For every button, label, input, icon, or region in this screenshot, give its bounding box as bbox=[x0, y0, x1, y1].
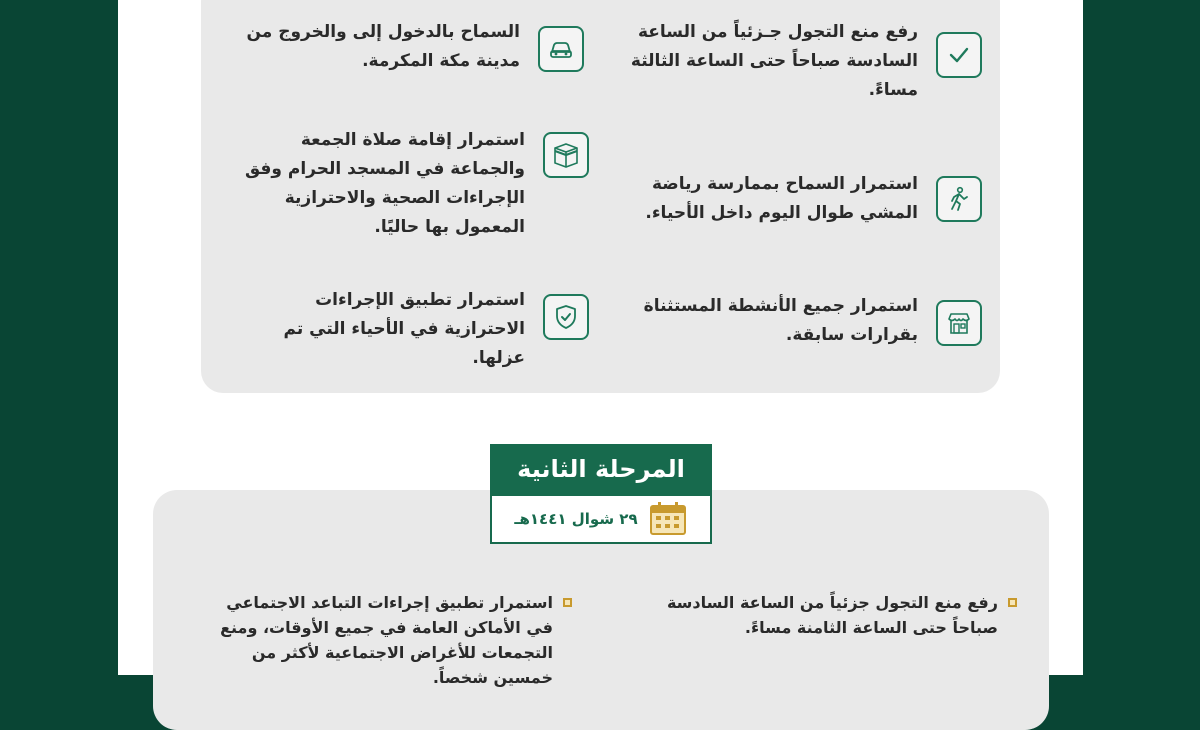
phase-two-item-text: رفع منع التجول جزئياً من الساعة السادسة صباحاً حتى الساعة الثامنة مساءً. bbox=[666, 593, 998, 637]
bullet-square-icon bbox=[563, 598, 572, 607]
infographic-page bbox=[118, 0, 1083, 687]
phase-one-item-text: استمرار جميع الأنشطة المستثناة بقرارات سابقة. bbox=[643, 296, 918, 345]
phase-one-item bbox=[628, 292, 982, 350]
phase-two-item-text: استمرار تطبيق إجراءات التباعد الاجتماعي في الأماكن العامة في جميع الأوقات، ومنع التجمعات للأغراض الاجتماعية لأكثر من خمسين شخصاً. bbox=[220, 593, 553, 687]
phase-one-item bbox=[230, 126, 589, 242]
calendar-icon bbox=[648, 501, 688, 537]
phase-two-item bbox=[198, 590, 572, 690]
phase-two-date: ٢٩ شوال ١٤٤١هـ bbox=[514, 510, 638, 528]
phase-one-item-text: السماح بالدخول إلى والخروج من مدينة مكة المكرمة. bbox=[246, 22, 520, 71]
phase-one-item-text: استمرار السماح بممارسة رياضة المشي طوال اليوم داخل الأحياء. bbox=[645, 174, 918, 223]
phase-one-item bbox=[230, 18, 584, 76]
kaaba-icon bbox=[543, 132, 589, 178]
phase-two-title: المرحلة الثانية bbox=[490, 444, 712, 494]
phase-one-item-text: استمرار إقامة صلاة الجمعة والجماعة في المسجد الحرام وفق الإجراءات الصحية والاحترازية المعمول بها حاليًا. bbox=[244, 130, 525, 237]
phase-two-item bbox=[638, 590, 1017, 640]
car-icon bbox=[538, 26, 584, 72]
phase-one-item bbox=[230, 286, 589, 373]
phase-one-item-text: استمرار تطبيق الإجراءات الاحترازية في الأحياء التي تم عزلها. bbox=[283, 290, 525, 368]
phase-one-item bbox=[628, 18, 982, 105]
checkmark-icon bbox=[936, 32, 982, 78]
phase-one-item bbox=[628, 170, 982, 228]
phase-one-item-text: رفع منع التجول جـزئياً من الساعة السادسة صباحاً حتى الساعة الثالثة مساءً. bbox=[630, 22, 918, 100]
phase-two-date-box bbox=[490, 494, 712, 544]
bullet-square-icon bbox=[1008, 598, 1017, 607]
walking-person-icon bbox=[936, 176, 982, 222]
storefront-icon bbox=[936, 300, 982, 346]
shield-check-icon bbox=[543, 294, 589, 340]
